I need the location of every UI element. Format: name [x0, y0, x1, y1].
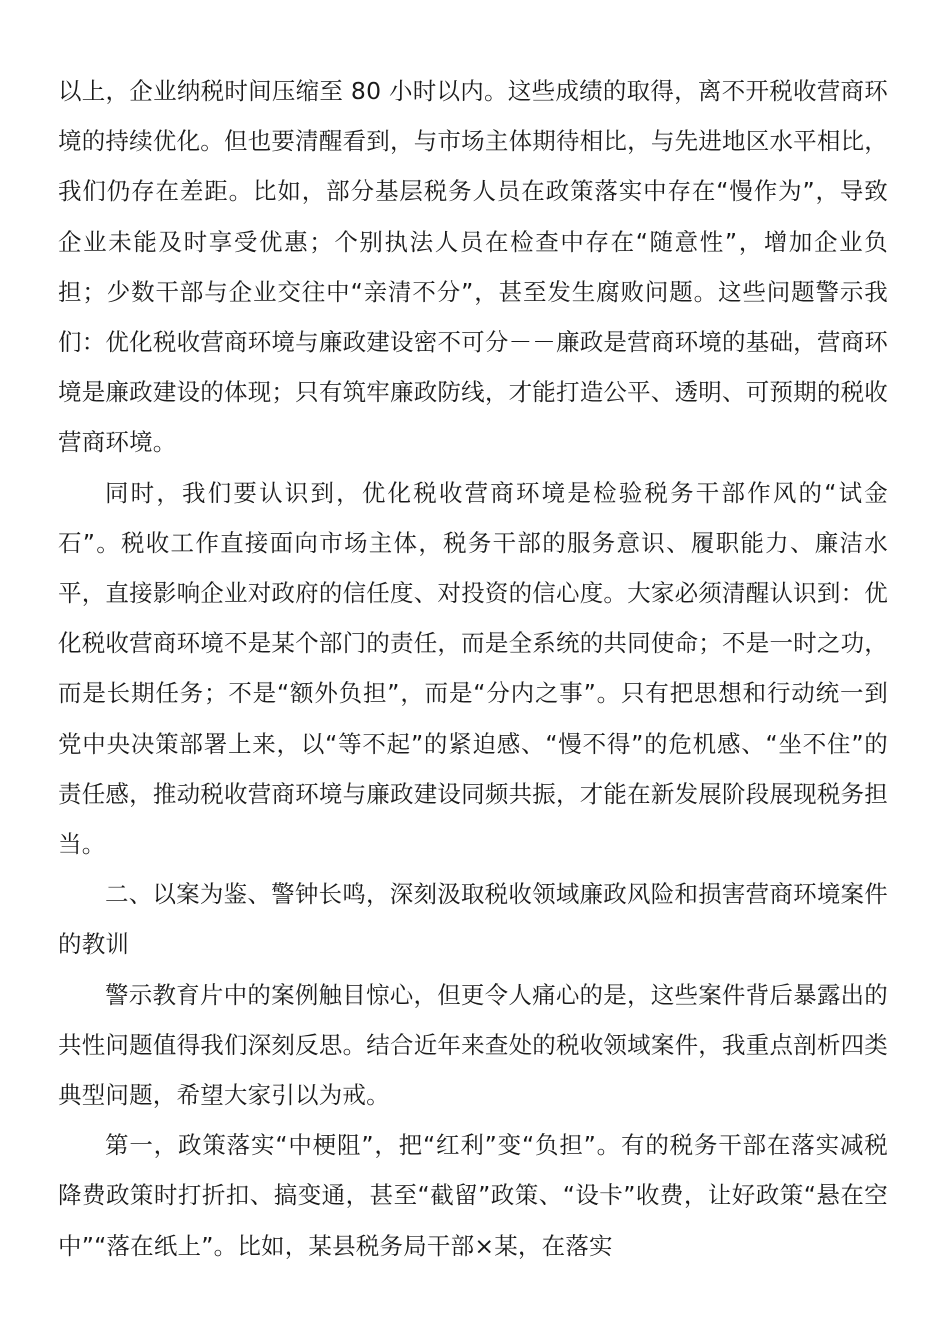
paragraph-4: 第一，政策落实“中梗阻”，把“红利”变“负担”。有的税务干部在落实减税降费政策时打折扣、搞变通，甚至“截留”政策、“设卡”收费，让好政策“悬在空中”“落在纸上”。比如，某县税务局干部×某，在落实	[58, 1131, 888, 1260]
paragraph-2: 同时，我们要认识到，优化税收营商环境是检验税务干部作风的“试金石”。税收工作直接面向市场主体，税务干部的服务意识、履职能力、廉洁水平，直接影响企业对政府的信任度、对投资的信心度。大家必须清醒认识到：优化税收营商环境不是某个部门的责任，而是全系统的共同使命；不是一时之功，而是长期任务；不是“额外负担”，而是“分内之事”。只有把思想和行动统一到党中央决策部署上来，以“等不起”的紧迫感、“慢不得”的危机感、“坐不住”的责任感，推动税收营商环境与廉政建设同频共振，才能在新发展阶段展现税务担当。	[58, 478, 888, 859]
section-heading-2: 二、以案为鉴、警钟长鸣，深刻汲取税收领域廉政风险和损害营商环境案件的教训	[58, 880, 888, 959]
paragraph-1: 以上，企业纳税时间压缩至 80 小时以内。这些成绩的取得，离不开税收营商环境的持续优化。但也要清醒看到，与市场主体期待相比，与先进地区水平相比，我们仍存在差距。比如，部分基层税务人员在政策落实中存在“慢作为”，导致企业未能及时享受优惠；个别执法人员在检查中存在“随意性”，增加企业负担；少数干部与企业交往中“亲清不分”，甚至发生腐败问题。这些问题警示我们：优化税收营商环境与廉政建设密不可分－－廉政是营商环境的基础，营商环境是廉政建设的体现；只有筑牢廉政防线，才能打造公平、透明、可预期的税收营商环境。	[58, 77, 888, 457]
paragraph-3: 警示教育片中的案例触目惊心，但更令人痛心的是，这些案件背后暴露出的共性问题值得我们深刻反思。结合近年来查处的税收领域案件，我重点剖析四类典型问题，希望大家引以为戒。	[58, 980, 888, 1110]
document-body	[58, 66, 888, 1271]
